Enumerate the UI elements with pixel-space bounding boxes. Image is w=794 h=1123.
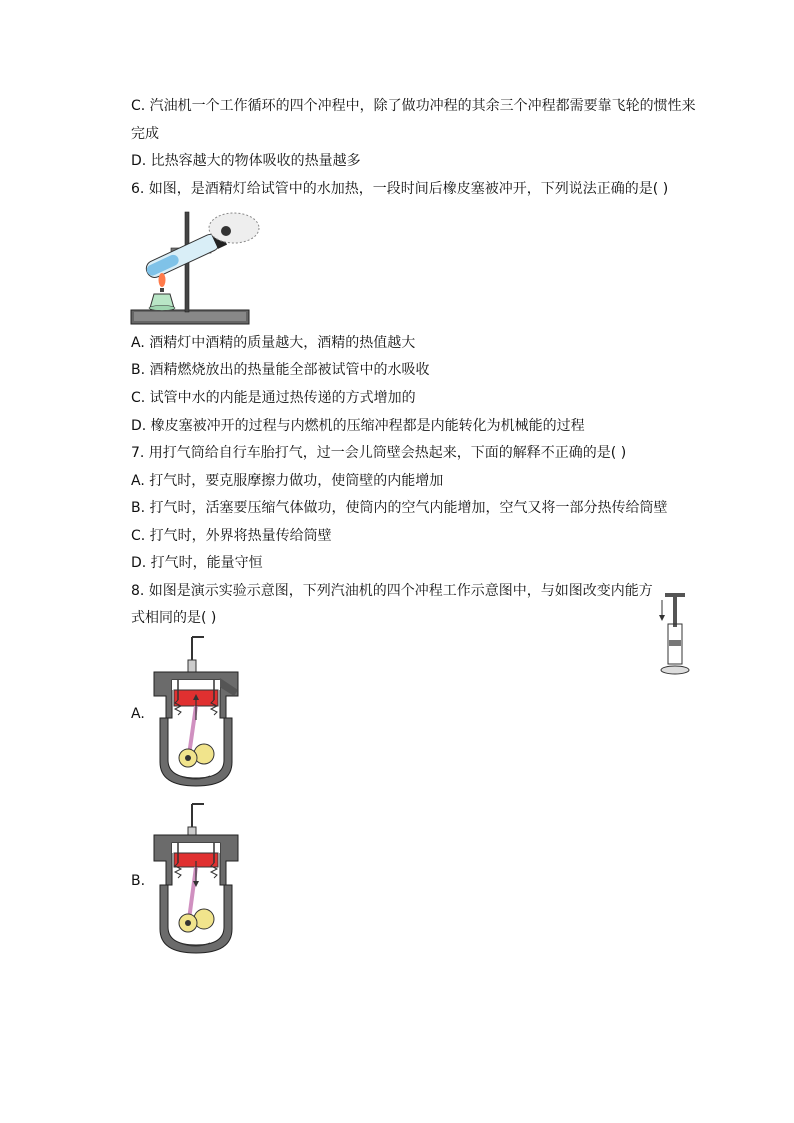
- q7-stem: 7. 用打气筒给自行车胎打气，过一会儿筒壁会热起来，下面的解释不正确的是( ): [131, 445, 627, 461]
- q6-stem: 6. 如图，是酒精灯给试管中的水加热，一段时间后橡皮塞被冲开，下列说法正确的是( ): [131, 181, 669, 197]
- q6-option-a: A. 酒精灯中酒精的质量越大，酒精的热值越大: [131, 335, 416, 351]
- engine-stroke-a-figure: [148, 634, 244, 790]
- alcohol-lamp-figure: [126, 206, 266, 328]
- q6-option-b: B. 酒精燃烧放出的热量能全部被试管中的水吸收: [131, 362, 430, 378]
- compression-apparatus-figure: [657, 588, 693, 678]
- q7-option-b: B. 打气时，活塞要压缩气体做功，使筒内的空气内能增加，空气又将一部分热传给筒壁: [131, 500, 668, 516]
- q8-option-a-label: A.: [131, 706, 145, 722]
- q5-option-c-line1: C. 汽油机一个工作循环的四个冲程中，除了做功冲程的其余三个冲程都需要靠飞轮的惯性来: [131, 98, 696, 114]
- q7-option-c: C. 打气时，外界将热量传给筒壁: [131, 528, 332, 544]
- q8-stem-line1: 8. 如图是演示实验示意图，下列汽油机的四个冲程工作示意图中，与如图改变内能方: [131, 583, 653, 599]
- q5-option-d: D. 比热容越大的物体吸收的热量越多: [131, 153, 361, 169]
- engine-stroke-b-figure: [148, 801, 244, 957]
- q8-stem-line2: 式相同的是( ): [131, 610, 217, 626]
- q8-option-b-label: B.: [131, 873, 146, 889]
- q6-option-d: D. 橡皮塞被冲开的过程与内燃机的压缩冲程都是内能转化为机械能的过程: [131, 418, 585, 434]
- q7-option-a: A. 打气时，要克服摩擦力做功，使筒壁的内能增加: [131, 473, 444, 489]
- q5-option-c-line2: 完成: [131, 126, 159, 142]
- q6-option-c: C. 试管中水的内能是通过热传递的方式增加的: [131, 390, 416, 406]
- q7-option-d: D. 打气时，能量守恒: [131, 555, 263, 571]
